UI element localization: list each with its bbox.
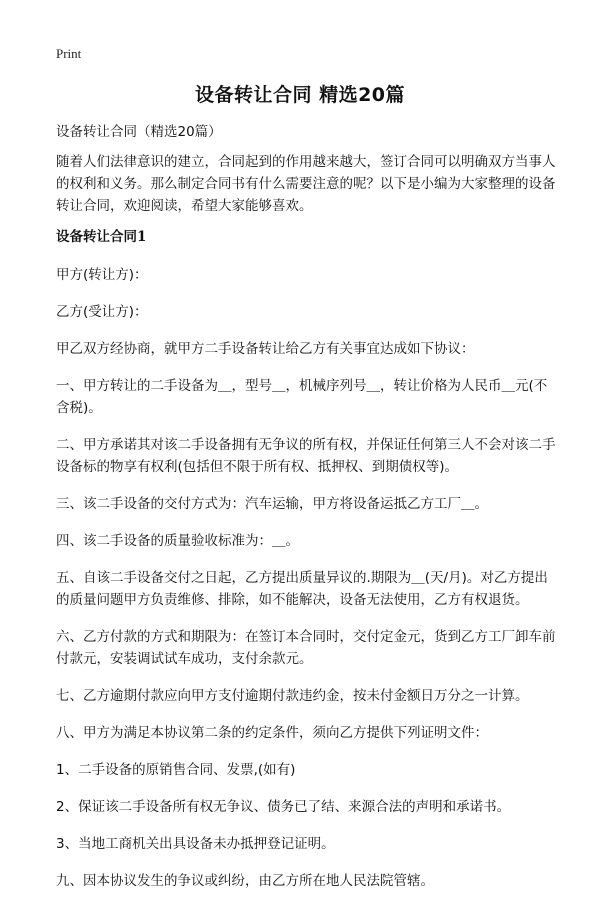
- clause-6: 六、乙方付款的方式和期限为：在签订本合同时，交付定金元，货到乙方工厂卸车前付款元，安装调试试车成功，支付余款元。: [56, 629, 556, 667]
- clause-9: 九、因本协议发生的争议或纠纷，由乙方所在地人民法院管辖。: [56, 873, 434, 889]
- document-body: [56, 121, 556, 907]
- party-b-line: 乙方(受让方)：: [56, 304, 148, 320]
- document-subtitle: 设备转让合同（精选20篇）: [56, 124, 222, 140]
- clause-1: 一、甲方转让的二手设备为＿，型号＿，机械序列号＿，转让价格为人民币＿元(不含税)。: [56, 378, 548, 416]
- party-a-line: 甲方(转让方)：: [56, 267, 148, 283]
- agreement-preamble: 甲乙双方经协商，就甲方二手设备转让给乙方有关事宜达成如下协议：: [56, 341, 475, 357]
- clause-8-item-1: 1、二手设备的原销售合同、发票,(如有): [56, 762, 296, 778]
- section-heading: 设备转让合同1: [56, 229, 147, 245]
- document-title: 设备转让合同 精选20篇: [194, 84, 406, 106]
- print-link[interactable]: Print: [56, 46, 82, 61]
- clause-8-item-2: 2、保证该二手设备所有权无争议、债务已了结、来源合法的声明和承诺书。: [56, 799, 511, 815]
- clause-3: 三、该二手设备的交付方式为：汽车运输，甲方将设备运抵乙方工厂＿。: [56, 496, 488, 512]
- clause-8-item-3: 3、当地工商机关出具设备未办抵押登记证明。: [56, 836, 335, 852]
- clause-5: 五、自该二手设备交付之日起，乙方提出质量异议的.期限为＿(天/月)。对乙方提出的质量问题甲方负责维修、排除，如不能解决，设备无法使用，乙方有权退货。: [56, 570, 548, 608]
- clause-2: 二、甲方承诺其对该二手设备拥有无争议的所有权，并保证任何第三人不会对该二手设备标的物享有权利(包括但不限于所有权、抵押权、到期债权等)。: [56, 437, 556, 475]
- clause-4: 四、该二手设备的质量验收标准为：＿。: [56, 533, 299, 549]
- clause-8: 八、甲方为满足本协议第二条的约定条件，须向乙方提供下列证明文件：: [56, 725, 488, 741]
- intro-paragraph: 随着人们法律意识的建立，合同起到的作用越来越大，签订合同可以明确双方当事人的权利和义务。那么制定合同书有什么需要注意的呢？以下是小编为大家整理的设备转让合同，欢迎阅读，希望大家能够喜欢。: [56, 154, 556, 214]
- clause-7: 七、乙方逾期付款应向甲方支付逾期付款违约金，按未付金额日万分之一计算。: [56, 688, 529, 704]
